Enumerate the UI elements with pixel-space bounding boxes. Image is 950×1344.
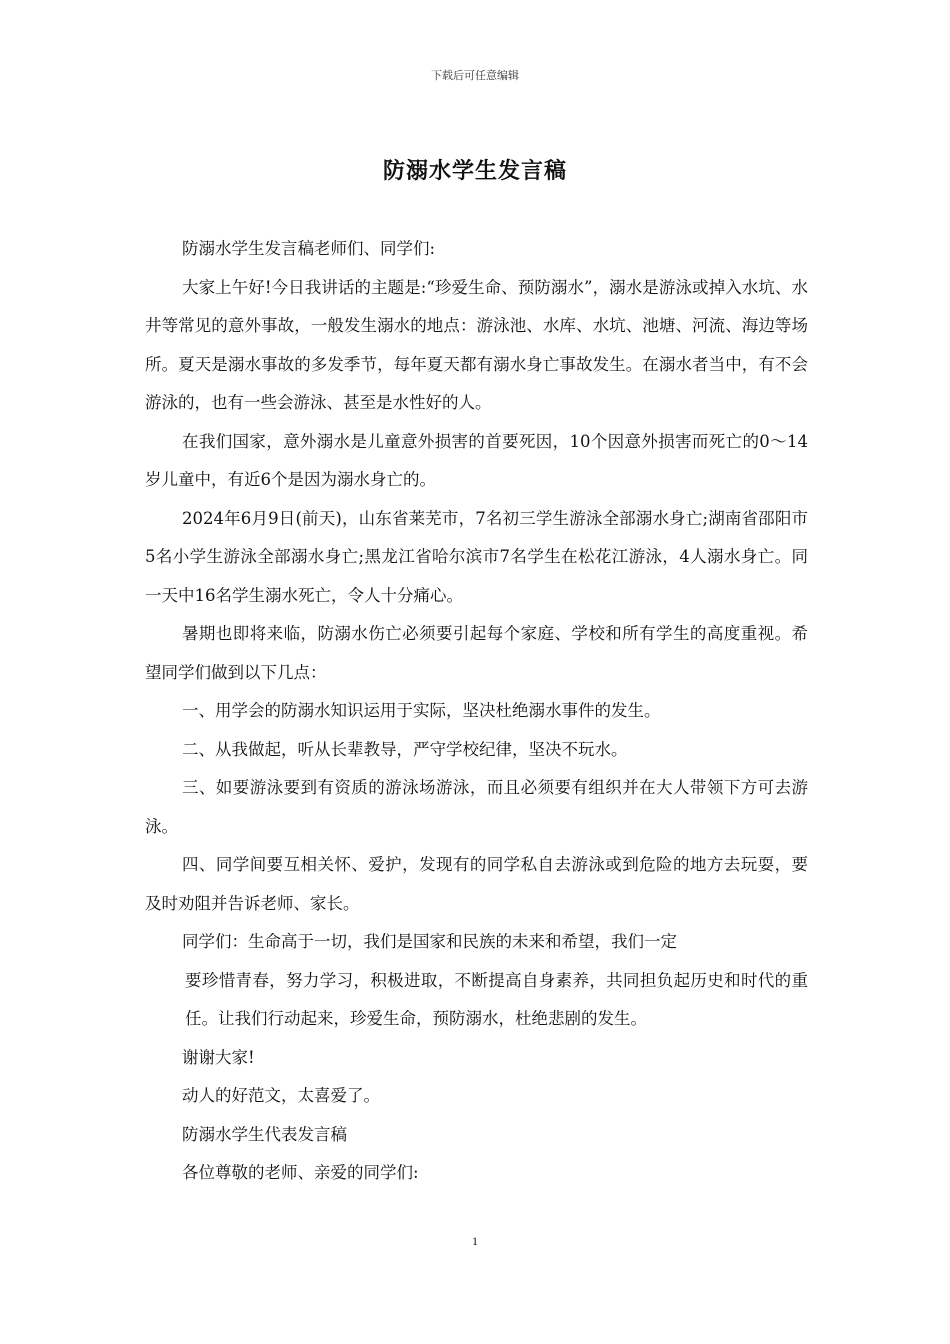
paragraph-comment: 动人的好范文，太喜爱了。 — [182, 1086, 380, 1105]
header-note: 下载后可任意编辑 — [431, 69, 519, 82]
paragraph-point-4: 四、同学间要互相关怀、爱护，发现有的同学私自去游泳或到危险的地方去玩耍，要及时劝阻并告诉老师、家长。 — [145, 855, 808, 913]
document-title: 防溺水学生发言稿 — [382, 158, 567, 184]
paragraph-point-1: 一、用学会的防溺水知识运用于实际，坚决杜绝溺水事件的发生。 — [182, 701, 661, 720]
paragraph-point-3: 三、如要游泳要到有资质的游泳场游泳，而且必须要有组织并在大人带领下方可去游泳。 — [145, 778, 808, 836]
paragraph-incidents: 2024年6月9日(前天)，山东省莱芜市，7名初三学生游泳全部溺水身亡;湖南省邵阳市5名小学生游泳全部溺水身亡;黑龙江省哈尔滨市7名学生在松花江游泳，4人溺水身亡。同一天中16名学生溺水死亡，令人十分痛心。 — [145, 508, 808, 605]
paragraph-summer: 暑期也即将来临，防溺水伤亡必须要引起每个家庭、学校和所有学生的高度重视。希望同学们做到以下几点： — [145, 624, 808, 682]
paragraph-second-title: 防溺水学生代表发言稿 — [182, 1124, 347, 1144]
paragraph-thanks: 谢谢大家! — [182, 1047, 255, 1067]
document-body — [145, 230, 808, 1193]
paragraph-statistics: 在我们国家，意外溺水是儿童意外损害的首要死因，10个因意外损害而死亡的0～14岁儿童中，有近6个是因为溺水身亡的。 — [145, 431, 808, 489]
paragraph-appeal: 同学们：生命高于一切，我们是国家和民族的未来和希望，我们一定 — [182, 932, 677, 951]
paragraph-appeal-continued: 要珍惜青春，努力学习，积极进取，不断提高自身素养，共同担负起历史和时代的重任。让我们行动起来，珍爱生命，预防溺水，杜绝悲剧的发生。 — [185, 970, 808, 1028]
paragraph-point-2: 二、从我做起，听从长辈教导，严守学校纪律，坚决不玩水。 — [182, 739, 628, 759]
page-number: 1 — [472, 1234, 478, 1248]
paragraph-salutation: 防溺水学生发言稿老师们、同学们: — [182, 239, 436, 258]
paragraph-intro: 大家上午好!今日我讲话的主题是:“珍爱生命、预防溺水”，溺水是游泳或掉入水坑、水井等常见的意外事故，一般发生溺水的地点：游泳池、水库、水坑、池塘、河流、海边等场所。夏天是溺水事故的多发季节，每年夏天都有溺水身亡事故发生。在溺水者当中，有不会游泳的，也有一些会游泳、甚至是水性好的人。 — [145, 277, 808, 412]
paragraph-second-salutation: 各位尊敬的老师、亲爱的同学们: — [182, 1163, 419, 1182]
